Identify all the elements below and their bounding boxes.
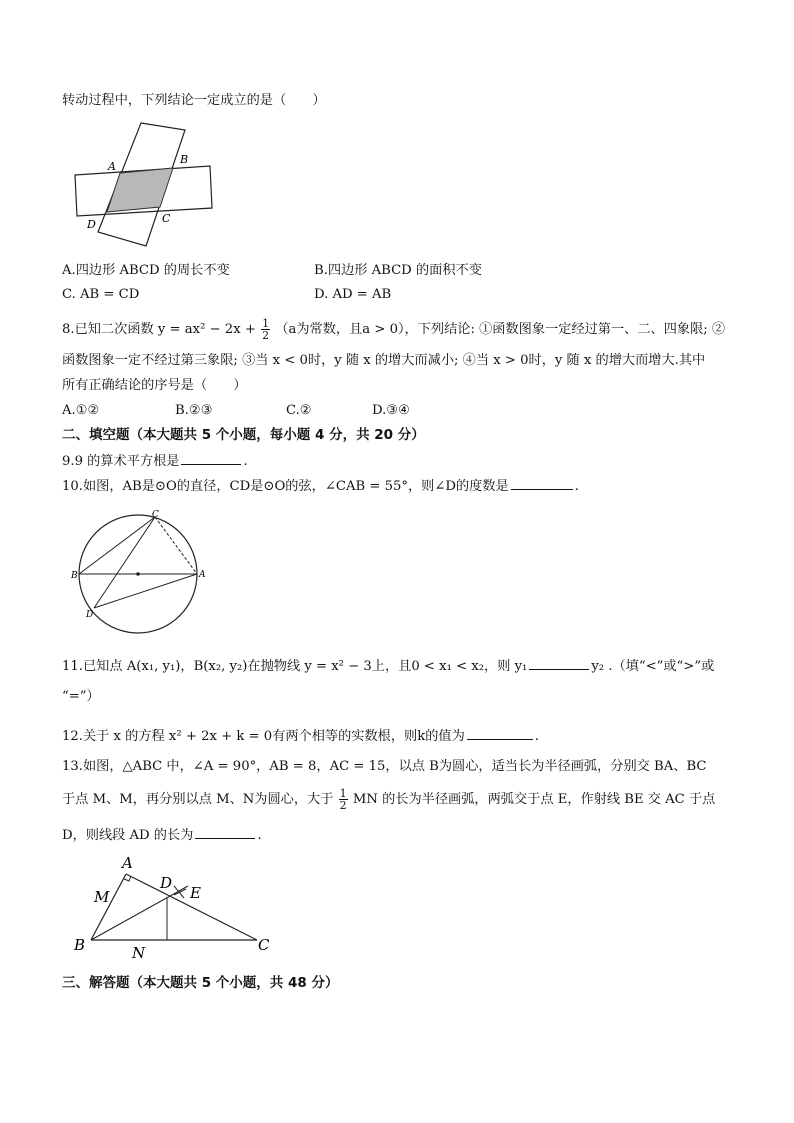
q10-label-b: B: [71, 571, 78, 581]
q8-fraction: $\frac{1}{2}$: [262, 317, 270, 342]
q7-label-c: C: [162, 212, 171, 225]
q13-line1: 13.如图，△ABC 中，∠A = 90°，AB = 8，AC = 15，以点 B为圆心，适当长为半径画弧，分别交 BA、BC: [62, 759, 707, 774]
q13-fraction: $\frac{1}{2}$: [339, 787, 347, 812]
q11-answer-blank[interactable]: [529, 656, 589, 670]
q13-label-c: C: [258, 936, 270, 954]
q8-line2: 函数图象一定不经过第三象限; ③当 x < 0时，y 随 x 的增大而减小; ④当 x > 0时，y 随 x 的增大而增大.其中: [62, 353, 706, 368]
q8-option-d: D.③④: [372, 403, 410, 418]
q13-label-d: D: [160, 874, 173, 892]
q7-label-b: B: [180, 153, 189, 166]
q12-answer-blank[interactable]: [467, 726, 533, 740]
q9: 9.9 的算术平方根是 .: [62, 451, 248, 471]
q13-label-b: B: [74, 936, 86, 954]
section2-heading: 二、填空题（本大题共 5 个小题，每小题 4 分，共 20 分）: [62, 427, 425, 443]
q13-answer-blank[interactable]: [195, 825, 255, 839]
q8-line3: 所有正确结论的序号是（ ）: [62, 378, 247, 393]
q7-option-a: A.四边形 ABCD 的周长不变: [62, 263, 230, 278]
q8-option-b: B.②③: [175, 403, 213, 418]
q10-answer-blank[interactable]: [511, 476, 573, 490]
q7-label-a: A: [108, 160, 116, 173]
q7-label-d: D: [87, 218, 96, 231]
q8-option-c: C.②: [286, 403, 312, 418]
q7-option-b: B.四边形 ABCD 的面积不变: [314, 263, 482, 278]
q11-line2: “=”）: [62, 689, 100, 704]
q7-option-d: D. AD = AB: [314, 287, 392, 302]
q8-line1: 8.已知二次函数 y = ax² − 2x + $\frac{1}{2}$ （a为常数，且a > 0），下列结论: ①函数图象一定经过第一、二、四象限; ②: [62, 317, 726, 342]
center-dot: [136, 572, 140, 576]
q9-answer-blank[interactable]: [181, 451, 241, 465]
q10-label-a: A: [199, 570, 206, 580]
q13-label-n: N: [132, 944, 146, 962]
q10-figure: [70, 510, 210, 640]
q8-option-a: A.①②: [62, 403, 100, 418]
q13-line2: 于点 M、M，再分别以点 M、N为圆心，大于 $\frac{1}{2}$ MN 的长为半径画弧，两弧交于点 E，作射线 BE 交 AC 于点: [62, 787, 716, 812]
q7-stem: 转动过程中，下列结论一定成立的是（ ）: [62, 93, 326, 108]
q7-option-c: C. AB = CD: [62, 287, 140, 302]
q13-figure: [70, 852, 280, 962]
q13-label-m: M: [94, 888, 110, 906]
q13-label-e: E: [190, 884, 201, 902]
q13-label-a: A: [122, 854, 133, 872]
q10-label-c: C: [152, 510, 159, 520]
section3-heading: 三、解答题（本大题共 5 个小题，共 48 分）: [62, 975, 339, 991]
q10: 10.如图，AB是⊙O的直径，CD是⊙O的弦，∠CAB = 55°，则∠D的度数是 .: [62, 476, 579, 496]
q7-figure: [68, 120, 218, 250]
q12: 12.关于 x 的方程 x² + 2x + k = 0有两个相等的实数根，则k的值为 .: [62, 726, 539, 746]
q11-line1: 11.已知点 A(x₁, y₁)，B(x₂, y₂)在抛物线 y = x² − 3上，且0 < x₁ < x₂，则 y₁ y₂ .（填“<”或“>”或: [62, 656, 714, 676]
q10-label-d: D: [86, 610, 94, 620]
q13-line3: D，则线段 AD 的长为 .: [62, 825, 262, 845]
